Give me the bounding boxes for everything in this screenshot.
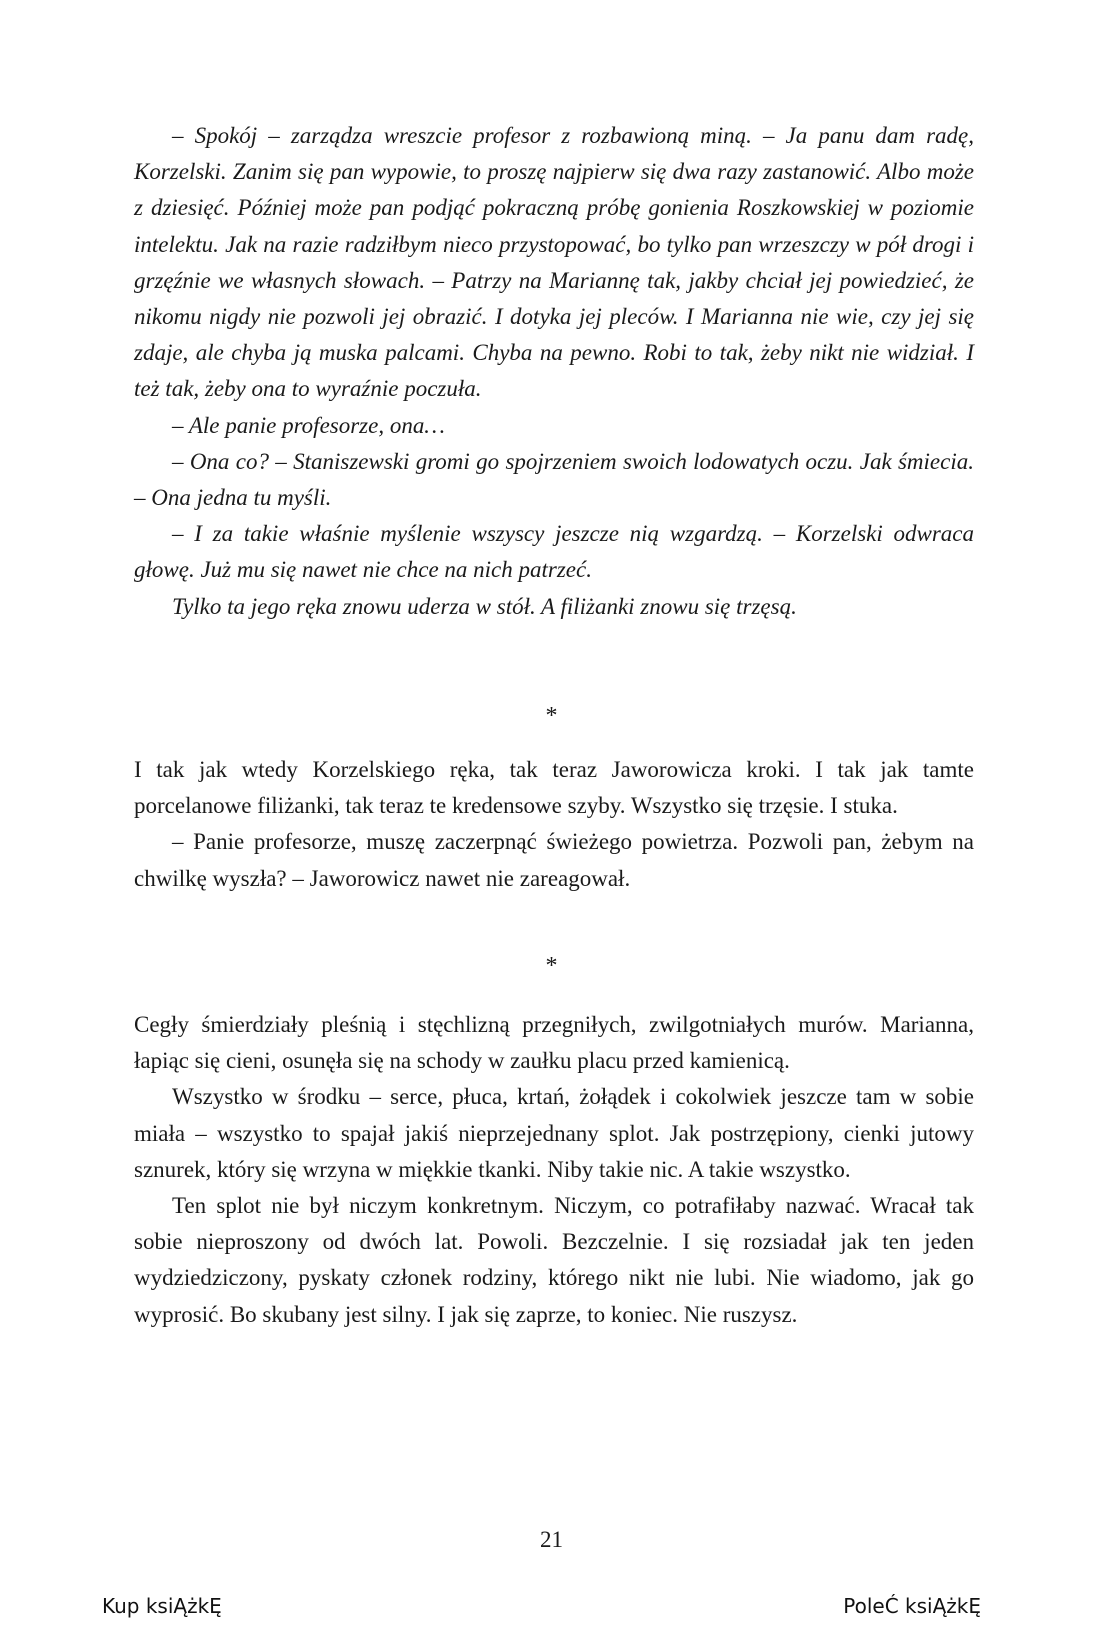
italic-dialogue-section	[134, 118, 974, 625]
page-number: 21	[540, 1527, 563, 1552]
section-separator: *	[545, 703, 558, 729]
italic-paragraph: – Spokój – zarządza wreszcie profesor z rozbawioną miną. – Ja panu dam radę, Korzelski. Zanim się pan wypowie, to proszę najpierw się dwa razy zastanowić. Albo może z dziesięć. Później może pan podjąć pokraczną próbę gonienia Roszkowskiej w poziomie intelektu. Jak na razie radziłbym nieco przystopować, bo tylko pan wrzeszczy w pół drogi i grzęźnie we własnych słowach. – Patrzy na Mariannę tak, jakby chciał jej powiedzieć, że nikomu nigdy nie pozwoli jej obrazić. I dotyka jej pleców. I Marianna nie wie, czy jej się zdaje, ale chyba ją muska palcami. Chyba na pewno. Robi to tak, żeby nikt nie widział. I też tak, żeby ona to wyraźnie poczuła.	[134, 123, 974, 402]
italic-paragraph: Tylko ta jego ręka znowu uderza w stół. A filiżanki znowu się trzęsą.	[172, 593, 797, 619]
paragraph: I tak jak wtedy Korzelskiego ręka, tak teraz Jaworowicza kroki. I tak jak tamte porcelanowe filiżanki, tak teraz te kredensowe szyby. Wszystko się trzęsie. I stuka.	[134, 757, 974, 819]
paragraph: Cegły śmierdziały pleśnią i stęchlizną przegniłych, zwilgotniałych murów. Marianna, łapiąc się cieni, osunęła się na schody w zaułku placu przed kamienicą.	[134, 1012, 974, 1074]
recommend-book-link[interactable]: PoleĆ ksiĄżkĘ	[843, 1594, 981, 1618]
paragraph: Wszystko w środku – serce, płuca, krtań, żołądek i cokolwiek jeszcze tam w sobie miała – wszystko to spajał jakiś nieprzejednany splot. Jak postrzępiony, cienki jutowy sznurek, który się wrzyna w miękkie tkanki. Niby takie nic. A takie wszystko.	[134, 1084, 974, 1182]
italic-paragraph: – Ale panie profesorze, ona…	[172, 412, 445, 438]
section-separator: *	[545, 953, 558, 979]
paragraph: Ten splot nie był niczym konkretnym. Niczym, co potrafiłaby nazwać. Wracał tak sobie nieproszony od dwóch lat. Powoli. Bezczelnie. I się rozsiadał jak ten jeden wydziedziczony, pyskaty członek rodziny, którego nikt nie lubi. Nie wiadomo, jak go wyprosić. Bo skubany jest silny. I jak się zaprze, to koniec. Nie ruszysz.	[134, 1193, 974, 1327]
italic-paragraph: – I za takie właśnie myślenie wszyscy jeszcze nią wzgardzą. – Korzelski odwraca głowę. Już mu się nawet nie chce na nich patrzeć.	[134, 521, 974, 583]
italic-paragraph: – Ona co? – Staniszewski gromi go spojrzeniem swoich lodowatych oczu. Jak śmiecia. – Ona jedna tu myśli.	[134, 448, 974, 511]
section-two	[134, 752, 974, 897]
paragraph: – Panie profesorze, muszę zaczerpnąć świeżego powietrza. Pozwoli pan, żebym na chwilkę wyszła? – Jaworowicz nawet nie zareagował.	[134, 829, 974, 891]
section-three	[134, 1007, 974, 1333]
buy-book-link[interactable]: Kup ksiĄżkĘ	[102, 1594, 222, 1618]
